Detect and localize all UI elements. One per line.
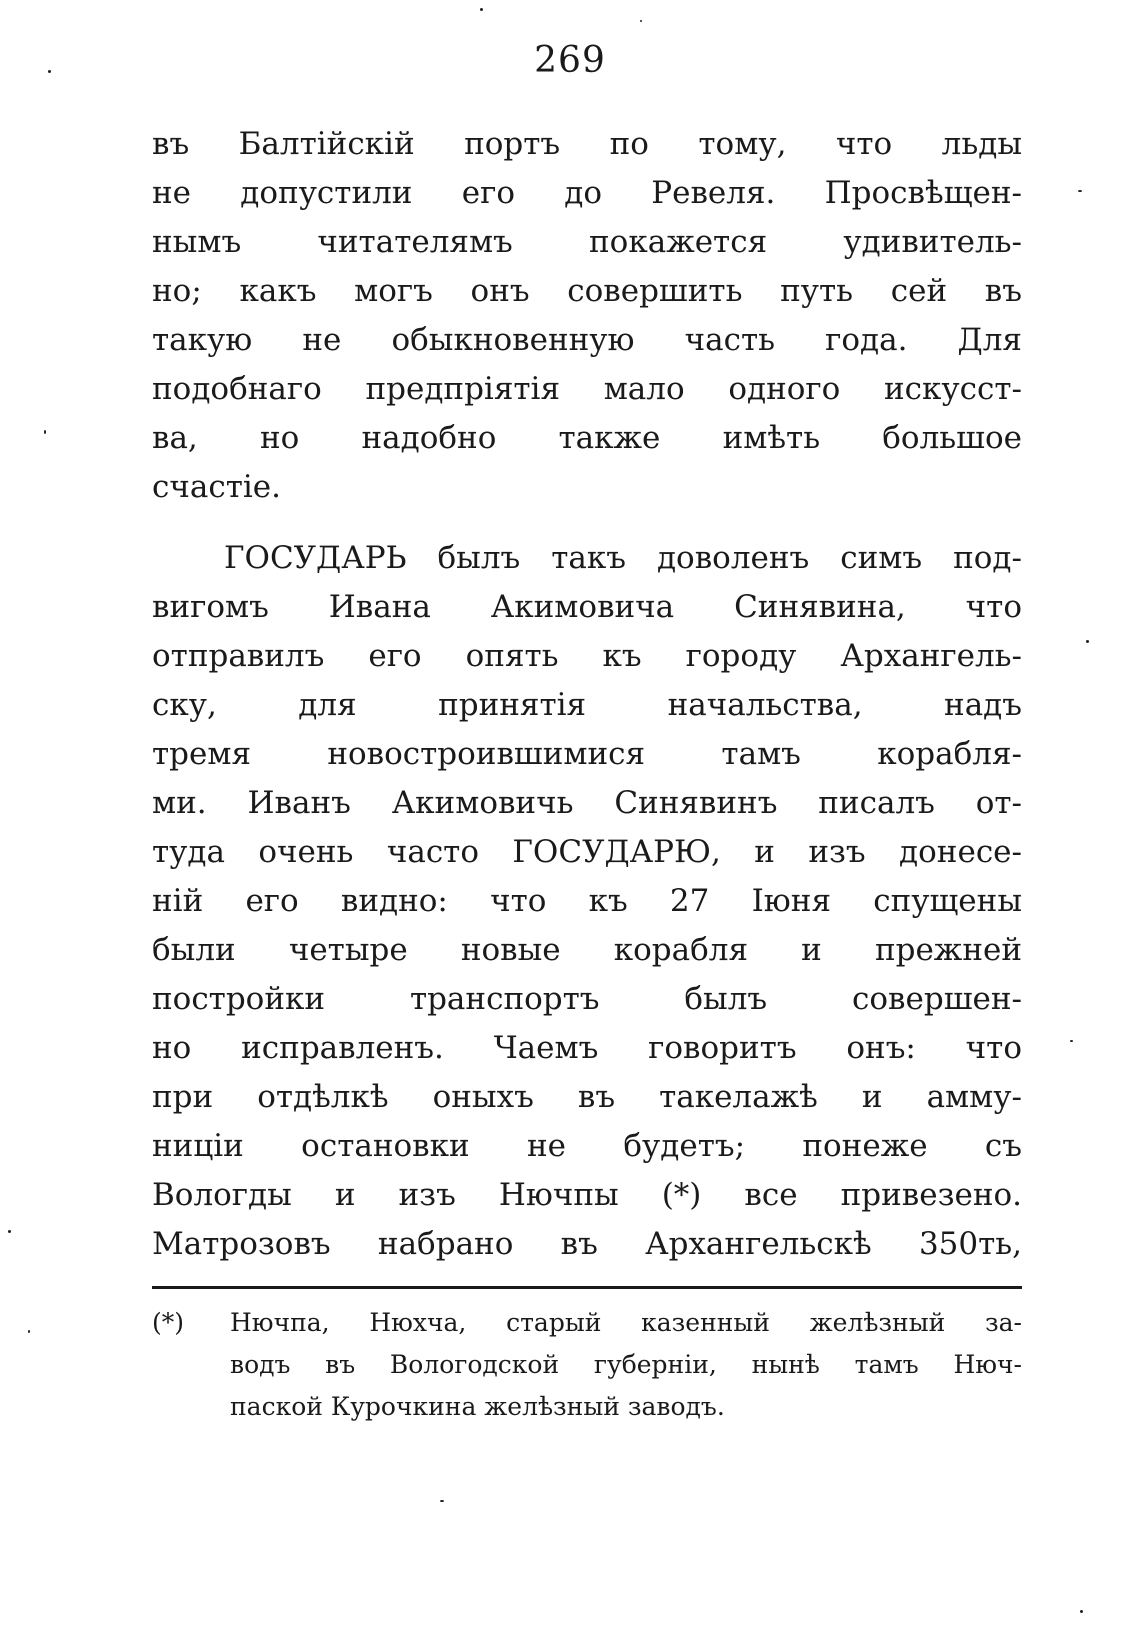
text-line: ва, но надобно также имѣть большое — [152, 420, 1022, 456]
text-line: Вологды и изъ Нючпы (*) все привезено. — [152, 1177, 1022, 1213]
text-line: въ Балтійскій портъ по тому, что льды — [152, 126, 1022, 162]
text-line: были четыре новые корабля и прежней — [152, 932, 1022, 968]
scan-speck — [1070, 1040, 1073, 1042]
page-number: 269 — [534, 40, 606, 81]
paragraph-gap — [152, 512, 1022, 534]
text-line: подобнаго предпріятія мало одного искусст- — [152, 371, 1022, 407]
text-line: отправилъ его опять къ городу Архангель- — [152, 638, 1022, 674]
scan-speck — [48, 70, 51, 73]
text-line: но; какъ могъ онъ совершить путь сей въ — [152, 273, 1022, 309]
text-line: вигомъ Ивана Акимовича Синявина, что — [152, 589, 1022, 625]
text-line: тремя новостроившимися тамъ корабля- — [152, 736, 1022, 772]
scan-speck — [44, 430, 46, 434]
footnote-line: пaской Курочкина желѣзный заводъ. — [230, 1392, 725, 1421]
text-line: ску, для принятія начальства, надъ — [152, 687, 1022, 723]
main-text — [152, 120, 1022, 1269]
text-line: ниціи остановки не будетъ; понеже съ — [152, 1128, 1022, 1164]
footnote-marker: (*) — [152, 1308, 185, 1337]
text-line: ми. Иванъ Акимовичь Синявинъ писалъ от- — [152, 785, 1022, 821]
text-line: нымъ читателямъ покажется удивитель- — [152, 224, 1022, 260]
text-line: постройки транспортъ былъ совершен- — [152, 981, 1022, 1017]
footnote-line: водъ въ Вологодской губерніи, нынѣ тамъ Нюч- — [230, 1350, 1022, 1379]
scan-speck — [480, 8, 483, 11]
text-line: но исправленъ. Чаемъ говоритъ онъ: что — [152, 1030, 1022, 1066]
scan-speck — [640, 20, 642, 22]
footnote-rule — [152, 1286, 1022, 1289]
scan-speck — [1086, 640, 1089, 643]
text-line: ГОСУДАРЬ былъ такъ доволенъ симъ под- — [224, 540, 1022, 576]
text-line: не допустили его до Ревеля. Просвѣщен- — [152, 175, 1022, 211]
scan-speck — [440, 1500, 444, 1502]
scan-speck — [1080, 1610, 1083, 1613]
footnote-line — [152, 1302, 1022, 1344]
scan-speck — [1078, 190, 1082, 192]
text-line: туда очень часто ГОСУДАРЮ, и изъ донесе- — [152, 834, 1022, 870]
text-line: при отдѣлкѣ оныхъ въ такелажѣ и амму- — [152, 1079, 1022, 1115]
text-line: ній его видно: что къ 27 Іюня спущены — [152, 883, 1022, 919]
scan-speck — [8, 1230, 11, 1233]
text-line: Матрозовъ набрано въ Архангельскѣ 350ть, — [152, 1226, 1022, 1262]
text-line: счастіе. — [152, 469, 281, 505]
footnote — [152, 1302, 1022, 1428]
scan-speck — [28, 1330, 30, 1333]
footnote-text: Нючпа, Нюхча, старый казенный желѣзный за- — [230, 1308, 1022, 1337]
text-line: такую не обыкновенную часть года. Для — [152, 322, 1022, 358]
